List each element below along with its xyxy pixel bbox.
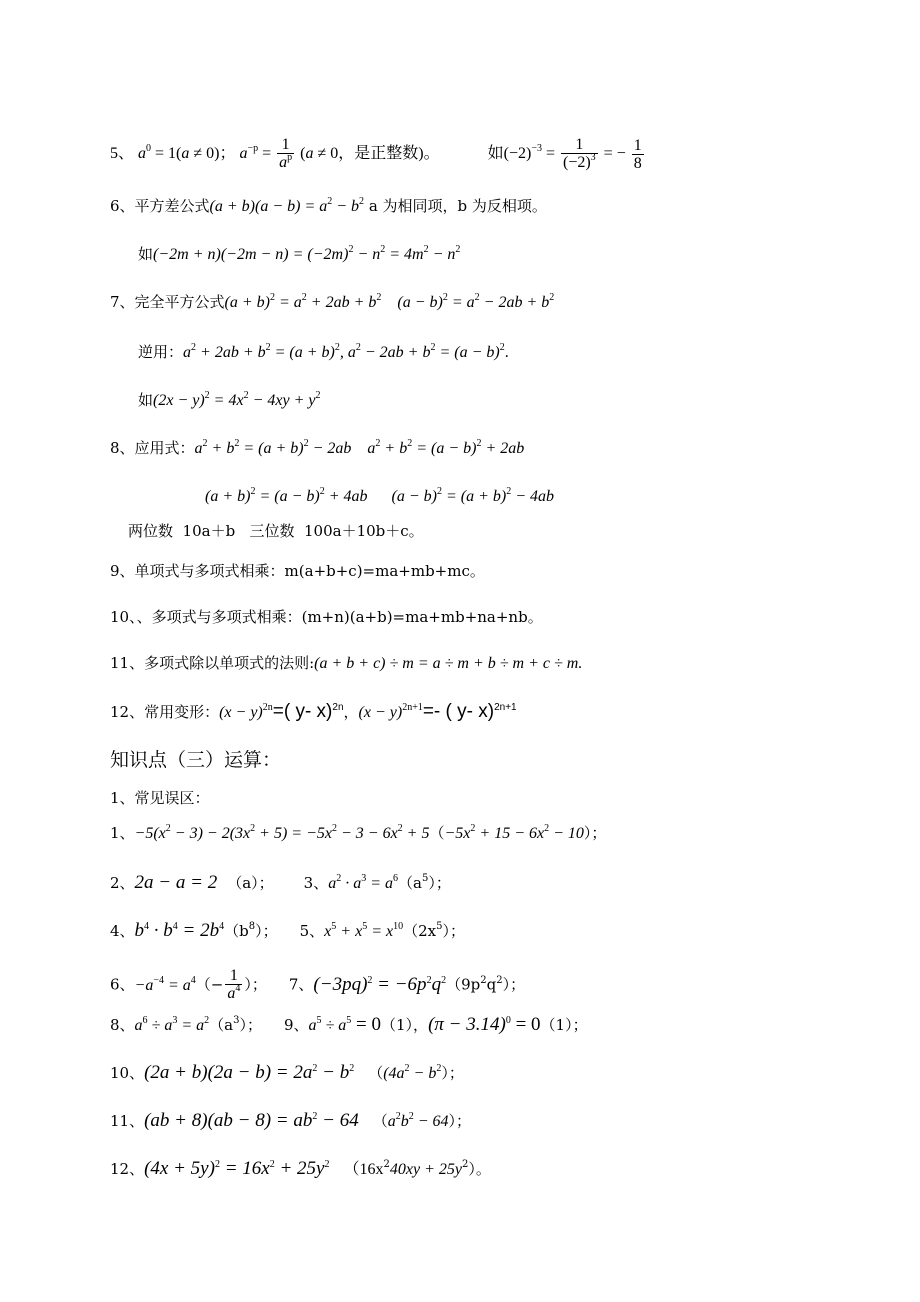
- exponent: 2: [312, 1063, 318, 1074]
- math-expr: (a + b): [205, 488, 251, 505]
- math-expr: −5x: [444, 825, 471, 842]
- exponent: 2: [506, 486, 512, 497]
- line-text: （1），: [381, 1016, 429, 1034]
- math-expr: ÷ a: [147, 1017, 173, 1034]
- numerator: 1: [561, 136, 598, 154]
- math-text: = 1(: [151, 145, 182, 163]
- line-text: （: [368, 1064, 384, 1082]
- math-expr: , a: [339, 344, 356, 361]
- math-expr: (a + b + c) ÷ m = a ÷ m + b ÷ m + c ÷ m.: [314, 655, 583, 672]
- math-var: a: [239, 145, 248, 163]
- exponent: 2: [430, 342, 436, 353]
- formula-line-6: [110, 196, 547, 219]
- exponent: 2: [355, 342, 361, 353]
- numerator: 1: [633, 137, 642, 154]
- math-var: a: [305, 145, 314, 163]
- item-number: 8、: [110, 1016, 135, 1034]
- exponent: 8: [248, 921, 256, 932]
- math-expr: ÷ a: [321, 1017, 347, 1034]
- math-expr: a: [134, 1017, 143, 1034]
- math-expr: (4a: [383, 1065, 405, 1082]
- exponent: 2: [423, 244, 429, 255]
- exponent: 2: [243, 390, 249, 401]
- math-expr: + b: [380, 440, 408, 457]
- exponent: 0: [505, 1015, 511, 1026]
- math-expr: b: [134, 920, 145, 941]
- exponent: 5: [421, 873, 429, 884]
- item-number: 5、: [299, 922, 325, 940]
- exponent: 2: [436, 1063, 442, 1074]
- item-number: 9、: [283, 1016, 309, 1034]
- math-expr: = a: [447, 294, 475, 311]
- math-expr: (π − 3.14): [428, 1014, 506, 1035]
- exponent: 2: [380, 244, 386, 255]
- exponent: 2: [191, 342, 197, 353]
- exponent: 2: [470, 823, 476, 834]
- exponent: 2: [404, 1063, 410, 1074]
- exponent: 2n+1: [402, 702, 423, 713]
- math-expr: = (a + b): [270, 344, 335, 361]
- math-expr: = a: [177, 1017, 205, 1034]
- mistake-line-6: [110, 967, 525, 1004]
- math-expr: = x: [367, 923, 394, 940]
- math-expr: q: [431, 973, 442, 995]
- math-expr: 2a − a = 2: [134, 872, 218, 893]
- math-expr: − 4xy + y: [248, 392, 316, 409]
- exponent: 2: [204, 1015, 210, 1026]
- exponent: 2: [315, 390, 321, 401]
- exponent: 2: [442, 292, 448, 303]
- denominator: [561, 154, 598, 173]
- line-text: （b: [224, 922, 249, 940]
- exponent: 3: [233, 1015, 240, 1026]
- formula-line-8-b: [205, 486, 554, 509]
- item-number: 1、: [110, 824, 135, 842]
- formula-line-9: [110, 561, 485, 581]
- math-text: =: [541, 145, 559, 163]
- math-expr: a: [183, 344, 192, 361]
- exponent: 2: [250, 486, 256, 497]
- exponent: 6: [142, 1015, 148, 1026]
- math-expr: (2x − y): [153, 392, 205, 409]
- math-text: (−2): [562, 154, 591, 171]
- math-expr: + 5) = −5x: [255, 825, 332, 842]
- exponent: 2: [336, 873, 342, 884]
- exponent: 6: [393, 873, 398, 884]
- line-text: （−: [195, 975, 224, 994]
- math-expr: = (a − b): [255, 488, 320, 505]
- exponent: 4: [144, 921, 150, 932]
- exponent: 2: [397, 823, 403, 834]
- mistake-line-1: [110, 823, 606, 846]
- line-label: 如: [138, 391, 154, 409]
- math-expr: (a − b): [367, 488, 437, 505]
- mistake-line-2: [110, 873, 451, 896]
- math-expr: a: [328, 875, 337, 892]
- math-expr: − 64: [317, 1110, 359, 1131]
- math-expr: = 0: [510, 1014, 541, 1035]
- math-expr: = 4m: [385, 246, 424, 263]
- line-label: 如: [138, 245, 154, 263]
- line-label: 6、平方差公式: [110, 197, 210, 215]
- math-expr: = 16x: [219, 1158, 270, 1179]
- line-text: （: [372, 1112, 388, 1130]
- math-var: a: [227, 985, 236, 1002]
- math-text: ≠ 0，是正整数)。: [313, 145, 440, 163]
- math-var: a: [279, 154, 288, 171]
- fraction: [632, 137, 644, 172]
- math-expr: − 4ab: [511, 488, 554, 505]
- line-text: ）；: [502, 975, 526, 994]
- mistake-line-11: [110, 1111, 471, 1134]
- math-expr: = a: [275, 294, 302, 311]
- math-expr: a: [351, 440, 376, 457]
- exponent: 2: [426, 974, 432, 986]
- exponent: 2: [324, 1159, 330, 1170]
- math-expr: = a: [163, 976, 191, 994]
- math-expr: − b: [332, 198, 360, 215]
- exponent: 2: [202, 438, 208, 449]
- exponent: 2: [331, 823, 337, 834]
- exponent: −3: [531, 143, 542, 155]
- exponent: 4: [235, 983, 241, 994]
- math-expr: − 3 − 6x: [336, 825, 398, 842]
- math-expr: − b: [317, 1062, 350, 1083]
- exponent: 3: [590, 152, 596, 163]
- exponent: 2: [250, 823, 256, 834]
- exponent: 2: [496, 974, 503, 986]
- math-expr: = −6p: [372, 973, 427, 995]
- mistake-line-8: [110, 1015, 588, 1038]
- formula-line-7-inverse: [138, 342, 509, 365]
- math-expr: − n: [353, 246, 381, 263]
- exponent: 2: [408, 1111, 414, 1122]
- exponent: 2: [549, 292, 555, 303]
- numerator: 1: [277, 136, 294, 154]
- math-expr: b: [400, 1113, 409, 1130]
- math-expr: − 2ab + b: [360, 344, 431, 361]
- math-expr: = (a − b): [435, 344, 500, 361]
- exponent: 2: [348, 244, 354, 255]
- math-text: = −: [603, 145, 626, 163]
- fraction: [277, 136, 294, 173]
- formula-line-5: [110, 136, 646, 173]
- exponent: 3: [172, 1015, 178, 1026]
- exponent: 2: [270, 292, 275, 303]
- item-number: 2、: [110, 874, 135, 892]
- math-expr: a: [387, 1113, 396, 1130]
- line-text: 1、常见误区：: [110, 789, 210, 807]
- line-text: ）；: [441, 1064, 464, 1082]
- math-expr: = 2b: [177, 920, 220, 941]
- mistake-line-12: [110, 1159, 491, 1182]
- exponent: 2n: [332, 702, 344, 713]
- exponent: 2: [544, 823, 550, 834]
- exponent: 2: [303, 438, 309, 449]
- line-text: （9p: [446, 975, 481, 994]
- item-number: 11、: [110, 1112, 145, 1130]
- denominator: 8: [633, 155, 642, 172]
- exponent: 2: [301, 292, 307, 303]
- exponent: 2n+1: [494, 702, 517, 713]
- exponent: 2: [436, 486, 442, 497]
- formula-line-8: [110, 438, 524, 461]
- line-text: （1）；: [540, 1016, 588, 1034]
- math-expr: (x − y): [358, 704, 403, 721]
- exponent: 2n: [262, 702, 273, 713]
- section-heading: [110, 750, 281, 770]
- math-expr: − 2ab + b: [479, 294, 550, 311]
- exponent: 0: [146, 143, 152, 155]
- math-expr: −5(x: [134, 825, 166, 842]
- exponent: −p: [247, 143, 259, 155]
- line-text: （a: [398, 874, 422, 892]
- line-text: （16x: [343, 1161, 384, 1178]
- line-text: a 为相同项，b 为反相项。: [364, 197, 547, 215]
- common-mistakes-heading: [110, 788, 210, 808]
- exponent: 2: [204, 390, 210, 401]
- math-expr: 40xy + 25y: [389, 1161, 462, 1178]
- line-text: q: [486, 975, 497, 994]
- line-label: 12、常用变形：: [110, 703, 220, 721]
- item-number: 4、: [110, 922, 135, 940]
- item-number: 12、: [110, 1160, 145, 1178]
- exponent: 2: [395, 1111, 401, 1122]
- line-text: ）；: [244, 975, 267, 994]
- line-text: （2x: [403, 922, 437, 940]
- math-expr: = (a + b): [239, 440, 304, 457]
- math-var: a: [138, 145, 147, 163]
- math-expr: =- ( y- x): [422, 701, 495, 722]
- math-expr: + b: [207, 440, 235, 457]
- line-text: ）；: [428, 874, 451, 892]
- line-text: ）；: [239, 1016, 262, 1034]
- math-expr: − 2ab: [308, 440, 352, 457]
- math-expr: (a + b)(a − b) = a: [209, 198, 328, 215]
- math-text: 如(−2): [487, 145, 532, 163]
- formula-line-8-c: [128, 521, 424, 541]
- math-expr: =( y- x): [272, 701, 333, 722]
- line-text: ）；: [448, 1112, 472, 1130]
- item-number: 3、: [303, 874, 329, 892]
- item-number: 5、: [110, 145, 135, 163]
- math-expr: − n: [428, 246, 456, 263]
- formula-line-7-example: [138, 390, 320, 413]
- math-expr: − 64: [413, 1113, 449, 1130]
- exponent: 2: [312, 1111, 318, 1122]
- math-expr: (−2m + n)(−2m − n) = (−2m): [153, 246, 349, 263]
- math-expr: + 2ab + b: [196, 344, 266, 361]
- exponent: −4: [153, 974, 164, 986]
- formula-line-10: [110, 607, 543, 627]
- math-expr: x: [324, 923, 332, 940]
- line-text: ）；: [255, 922, 278, 940]
- math-expr: + 5: [402, 825, 430, 842]
- exponent: 2: [376, 292, 382, 303]
- exponent: 2: [214, 1159, 220, 1170]
- exponent: 3: [361, 873, 367, 884]
- exponent: 2: [461, 1159, 469, 1170]
- line-label: 11、多项式除以单项式的法则:: [110, 654, 315, 672]
- item-number: 7、: [288, 975, 314, 994]
- math-expr: = a: [366, 875, 393, 892]
- item-number: 6、: [110, 975, 135, 994]
- exponent: 5: [331, 921, 337, 932]
- math-expr: = 0: [351, 1014, 382, 1035]
- math-expr: −a: [134, 976, 154, 994]
- exponent: 5: [362, 921, 368, 932]
- exponent: 2: [349, 1063, 355, 1074]
- exponent: 2: [234, 438, 240, 449]
- exponent: 2: [499, 342, 505, 353]
- formula-line-6-example: [138, 244, 460, 267]
- line-text: ）；: [583, 824, 607, 842]
- math-expr: · b: [149, 920, 173, 941]
- exponent: 2: [367, 974, 373, 986]
- math-expr: (ab + 8)(ab − 8) = ab: [144, 1110, 313, 1131]
- math-expr: · a: [341, 875, 362, 892]
- exponent: 2: [441, 974, 447, 986]
- exponent: 5: [436, 921, 443, 932]
- exponent: 2: [375, 438, 381, 449]
- denominator: [225, 985, 242, 1004]
- mistake-line-10: [110, 1063, 464, 1086]
- math-text: ≠ 0)；: [189, 145, 236, 163]
- line-label: 逆用：: [138, 343, 184, 361]
- line-text: 10、、多项式与多项式相乘：(m+n)(a+b)=ma+mb+na+nb。: [110, 608, 543, 626]
- exponent: 10: [393, 921, 404, 932]
- line-label: 8、应用式：: [110, 439, 195, 457]
- line-text: （a: [209, 1016, 234, 1034]
- math-expr: a: [194, 440, 203, 457]
- line-text: ）；: [442, 922, 465, 940]
- exponent: 4: [190, 974, 196, 986]
- exponent: 2: [476, 438, 482, 449]
- exponent: 2: [269, 1159, 275, 1170]
- section-title: 知识点（三）运算：: [110, 749, 282, 771]
- math-expr: − 3) − 2(3x: [170, 825, 251, 842]
- exponent: 2: [474, 292, 480, 303]
- math-expr: − b: [409, 1065, 437, 1082]
- math-expr: (−3pq): [313, 973, 368, 995]
- math-expr: = (a − b): [412, 440, 477, 457]
- exponent: 4: [219, 921, 225, 932]
- fraction: [225, 967, 242, 1004]
- numerator: 1: [225, 967, 242, 985]
- math-expr: = 4x: [209, 392, 244, 409]
- math-expr: (a − b): [381, 294, 443, 311]
- formula-line-7: [110, 292, 554, 315]
- math-var: a: [181, 145, 190, 163]
- exponent: 2: [265, 342, 271, 353]
- exponent: 2: [327, 196, 333, 207]
- line-text: （a）；: [227, 874, 274, 892]
- math-expr: (x − y): [219, 704, 263, 721]
- math-expr: (a + b): [224, 294, 270, 311]
- exponent: 2: [407, 438, 413, 449]
- line-text: ）。: [468, 1160, 491, 1178]
- math-expr: (2a + b)(2a − b) = 2a: [144, 1062, 313, 1083]
- exponent: 2: [334, 342, 340, 353]
- line-text: 两位数 10a＋b 三位数 100a＋10b＋c。: [128, 522, 424, 540]
- line-text: 9、单项式与多项式相乘：m(a+b+c)=ma+mb+mc。: [110, 562, 485, 580]
- math-expr: = (a + b): [441, 488, 507, 505]
- exponent: 2: [455, 244, 461, 255]
- exponent: 5: [346, 1015, 352, 1026]
- exponent: p: [287, 152, 293, 163]
- formula-line-11: [110, 653, 582, 674]
- math-text: =: [258, 145, 276, 163]
- exponent: 4: [172, 921, 178, 932]
- mistake-line-4: [110, 921, 465, 944]
- math-text: (: [300, 145, 306, 163]
- line-text: ，: [343, 703, 359, 721]
- item-number: 10、: [110, 1064, 145, 1082]
- exponent: 5: [316, 1015, 322, 1026]
- line-label: 7、完全平方公式: [110, 293, 225, 311]
- math-expr: − 10: [549, 825, 584, 842]
- math-expr: a: [308, 1017, 317, 1034]
- math-expr: + 4ab: [324, 488, 368, 505]
- formula-line-12: [110, 702, 517, 725]
- line-text: （: [429, 824, 445, 842]
- math-expr: (4x + 5y): [144, 1158, 215, 1179]
- exponent: 2: [165, 823, 171, 834]
- math-expr: + x: [336, 923, 363, 940]
- exponent: 2: [383, 1159, 390, 1170]
- math-text: .: [504, 344, 509, 361]
- math-expr: + 2ab + b: [306, 294, 377, 311]
- exponent: 2: [359, 196, 365, 207]
- exponent: 2: [319, 486, 325, 497]
- math-expr: + 25y: [274, 1158, 325, 1179]
- fraction: [561, 136, 598, 173]
- math-expr: + 2ab: [481, 440, 525, 457]
- exponent: 2: [480, 974, 487, 986]
- denominator: [277, 154, 294, 173]
- math-expr: + 15 − 6x: [475, 825, 545, 842]
